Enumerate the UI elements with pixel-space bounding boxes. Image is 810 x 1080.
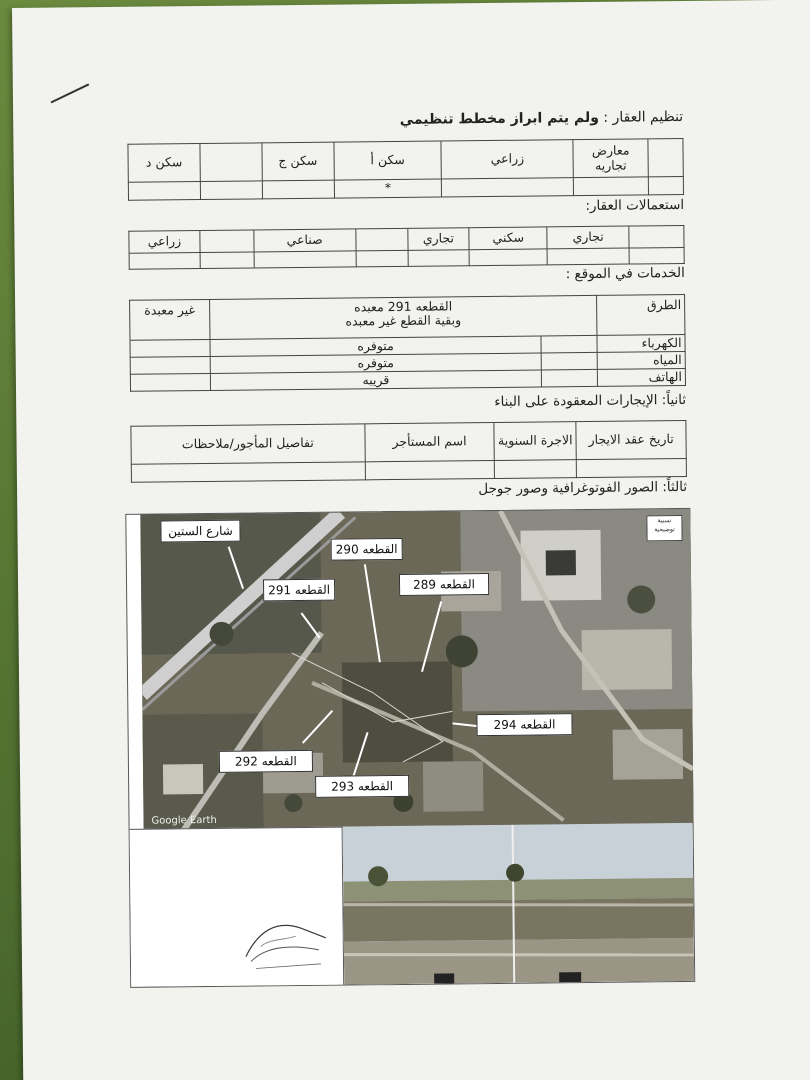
- services-table: [129, 294, 686, 392]
- callout-street: شارع الستين: [160, 520, 240, 543]
- satellite-imagery: [140, 509, 693, 831]
- signature-box: [130, 827, 345, 987]
- usage-label: استعمالات العقار:: [585, 196, 685, 215]
- usage-cell: صناعي: [254, 229, 356, 252]
- roads-left: غير معبدة: [130, 299, 210, 340]
- lease-header: الاجرة السنوية: [494, 422, 576, 461]
- zoning-heading: [400, 109, 684, 128]
- phone-label: الهاتف: [597, 368, 685, 386]
- water-value: متوفره: [210, 353, 541, 373]
- pen-mark: [51, 83, 90, 103]
- usage-cell: تجاري: [547, 226, 629, 249]
- document-sheet: [12, 0, 810, 1080]
- services-label: الخدمات في الموقع :: [565, 264, 685, 283]
- lease-header: تفاصيل المأجور/ملاحظات: [131, 424, 365, 464]
- zoning-cell: معارض تجاريه: [573, 139, 648, 178]
- zoning-heading-label: تنظيم العقار :: [603, 108, 684, 126]
- phone-value: قريبه: [210, 370, 541, 390]
- lease-header: تاريخ عقد الايجار: [576, 420, 686, 459]
- zoning-cell: سكن د: [128, 144, 200, 183]
- zoning-cell: سكن أ: [334, 141, 442, 180]
- street-photos: [343, 823, 695, 985]
- usage-table: [128, 225, 684, 270]
- zoning-table: [127, 138, 684, 201]
- callout-292: القطعه 292: [219, 750, 313, 773]
- water-label: المياه: [597, 351, 685, 369]
- usage-cell: زراعي: [129, 231, 200, 254]
- electricity-value: متوفره: [210, 336, 541, 356]
- street-photos-image: [343, 823, 695, 985]
- zoning-cell: [200, 143, 262, 182]
- zoning-mark: *: [334, 179, 442, 198]
- electricity-label: الكهرباء: [597, 334, 685, 352]
- roads-label: الطرق: [597, 294, 685, 335]
- roads-value-2: وبقية القطع غير معبده: [345, 312, 462, 329]
- map-legend-box: نسبية توضيحية: [646, 515, 682, 541]
- zoning-cell: زراعي: [441, 140, 573, 179]
- zoning-cell: سكن ج: [262, 142, 334, 181]
- callout-290: القطعه 290: [331, 538, 403, 561]
- map-credit: Google Earth: [151, 814, 217, 827]
- callout-294: القطعه 294: [476, 713, 572, 736]
- photos-label: ثالثاً: الصور الفوتوغرافية وصور جوجل: [478, 478, 688, 498]
- callout-289: القطعه 289: [399, 573, 489, 596]
- zoning-heading-value: ولم يتم ابراز مخطط تنظيمي: [399, 109, 600, 128]
- signature-stamp: [241, 916, 332, 977]
- callout-291: القطعه 291: [263, 579, 335, 602]
- leases-label: ثانياً: الإيجارات المعقودة على البناء: [494, 391, 687, 410]
- satellite-map: [140, 509, 693, 831]
- photo-area: [125, 508, 695, 988]
- leases-table: [130, 420, 687, 483]
- callout-293: القطعه 293: [315, 775, 409, 798]
- usage-cell: تجاري: [407, 228, 469, 251]
- roads-value-1: القطعه 291 معبده: [354, 298, 453, 315]
- usage-cell: سكني: [469, 227, 547, 250]
- lease-header: اسم المستأجر: [364, 422, 494, 461]
